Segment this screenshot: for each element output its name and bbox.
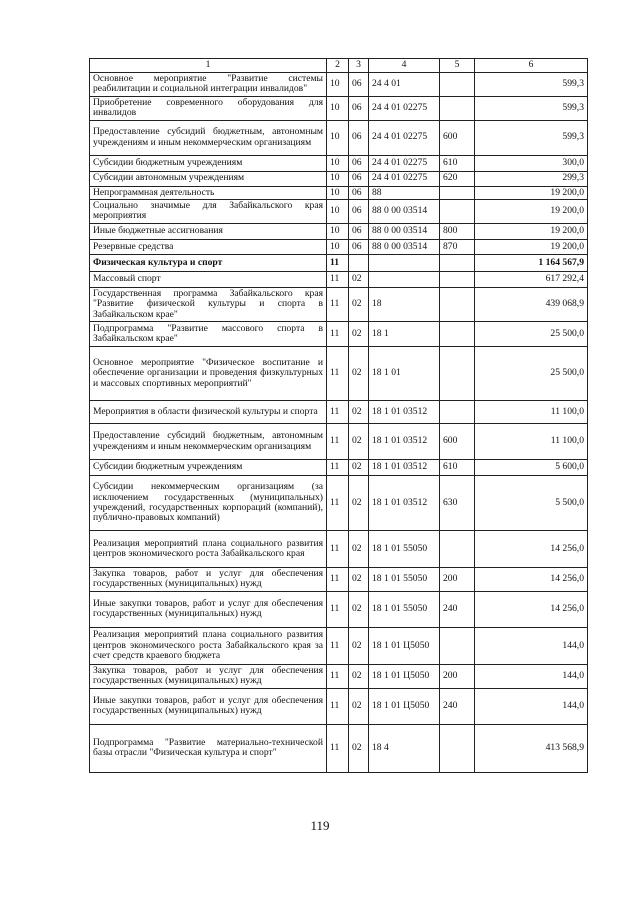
target-article-cell: 24 4 01 02275 (369, 96, 440, 120)
table-header-row (90, 59, 588, 73)
row-name-cell: Подпрограмма "Развитие материально-технической базы отрасли "Физическая культура и спорт" (90, 724, 327, 772)
table-row (90, 664, 588, 688)
subsection-code-cell: 02 (349, 401, 369, 424)
row-name-cell: Подпрограмма "Развитие массового спорта в Забайкальском крае" (90, 322, 327, 347)
subsection-code-cell: 06 (349, 73, 369, 97)
row-name-cell: Закупка товаров, работ и услуг для обеспечения государственных (муниципальных) нужд (90, 568, 327, 592)
header-cell: 1 (90, 59, 327, 73)
target-article-cell: 88 0 00 03514 (369, 223, 440, 239)
section-code-cell: 10 (327, 73, 349, 97)
amount-cell: 599,3 (475, 96, 588, 120)
expense-type-cell (440, 96, 475, 120)
subsection-code-cell: 02 (349, 347, 369, 401)
section-code-cell: 11 (327, 287, 349, 321)
expense-type-cell (440, 73, 475, 97)
expense-type-cell: 240 (440, 688, 475, 724)
expense-type-cell (440, 322, 475, 347)
table-row (90, 223, 588, 239)
row-name-cell: Физическая культура и спорт (90, 254, 327, 271)
table-row (90, 724, 588, 772)
target-article-cell: 18 1 01 (369, 347, 440, 401)
row-name-cell: Мероприятия в области физической культуры и спорта (90, 401, 327, 424)
subsection-code-cell: 02 (349, 568, 369, 592)
expense-type-cell (440, 254, 475, 271)
expense-type-cell: 600 (440, 424, 475, 460)
section-code-cell: 11 (327, 591, 349, 627)
amount-cell: 5 600,0 (475, 460, 588, 476)
expense-type-cell (440, 627, 475, 664)
amount-cell: 617 292,4 (475, 271, 588, 287)
row-name-cell: Социально значимые для Забайкальского края мероприятия (90, 200, 327, 224)
row-name-cell: Субсидии бюджетным учреждениям (90, 155, 327, 171)
expense-type-cell: 870 (440, 239, 475, 254)
subsection-code-cell: 02 (349, 724, 369, 772)
expense-type-cell (440, 200, 475, 224)
row-name-cell: Реализация мероприятий плана социального развития центров экономического роста Забайкальского края за счет средств краевого бюджета (90, 627, 327, 664)
section-code-cell: 11 (327, 254, 349, 271)
section-code-cell: 10 (327, 96, 349, 120)
page-number: 119 (310, 818, 330, 833)
row-name-cell: Государственная программа Забайкальского края "Развитие физической культуры и спорта в Забайкальском крае" (90, 287, 327, 321)
amount-cell: 1 164 567,9 (475, 254, 588, 271)
section-code-cell: 10 (327, 171, 349, 186)
amount-cell: 19 200,0 (475, 200, 588, 224)
table-row (90, 568, 588, 592)
row-name-cell: Субсидии некоммерческим организациям (за исключением государственных (муниципальных) учреждений, государственных корпораций (компаний), публично-правовых компаний) (90, 476, 327, 531)
section-code-cell: 11 (327, 322, 349, 347)
target-article-cell: 18 (369, 287, 440, 321)
amount-cell: 25 500,0 (475, 322, 588, 347)
target-article-cell: 18 1 01 Ц5050 (369, 627, 440, 664)
amount-cell: 299,3 (475, 171, 588, 186)
row-name-cell: Иные закупки товаров, работ и услуг для обеспечения государственных (муниципальных) нужд (90, 688, 327, 724)
subsection-code-cell: 02 (349, 287, 369, 321)
section-code-cell: 11 (327, 401, 349, 424)
amount-cell: 11 100,0 (475, 424, 588, 460)
target-article-cell: 18 1 01 Ц5050 (369, 688, 440, 724)
table-row (90, 120, 588, 155)
table-row (90, 401, 588, 424)
amount-cell: 599,3 (475, 73, 588, 97)
header-cell: 5 (440, 59, 475, 73)
target-article-cell: 24 4 01 02275 (369, 155, 440, 171)
table-row (90, 627, 588, 664)
amount-cell: 19 200,0 (475, 186, 588, 199)
target-article-cell (369, 271, 440, 287)
expense-type-cell: 200 (440, 664, 475, 688)
table-row (90, 96, 588, 120)
amount-cell: 144,0 (475, 664, 588, 688)
subsection-code-cell: 06 (349, 171, 369, 186)
expense-type-cell: 800 (440, 223, 475, 239)
amount-cell: 14 256,0 (475, 591, 588, 627)
amount-cell: 19 200,0 (475, 223, 588, 239)
subsection-code-cell: 06 (349, 96, 369, 120)
section-code-cell: 10 (327, 239, 349, 254)
target-article-cell: 18 1 (369, 322, 440, 347)
target-article-cell: 18 1 01 03512 (369, 401, 440, 424)
budget-table (89, 58, 588, 773)
section-code-cell: 11 (327, 460, 349, 476)
section-code-cell: 11 (327, 688, 349, 724)
expense-type-cell: 620 (440, 171, 475, 186)
row-name-cell: Предоставление субсидий бюджетным, автономным учреждениям и иным некоммерческим организациям (90, 120, 327, 155)
amount-cell: 11 100,0 (475, 401, 588, 424)
amount-cell: 413 568,9 (475, 724, 588, 772)
table-row (90, 591, 588, 627)
table-row (90, 200, 588, 224)
subsection-code-cell: 02 (349, 322, 369, 347)
subsection-code-cell: 06 (349, 200, 369, 224)
expense-type-cell: 630 (440, 476, 475, 531)
table-row (90, 460, 588, 476)
target-article-cell: 88 0 00 03514 (369, 200, 440, 224)
expense-type-cell: 610 (440, 460, 475, 476)
target-article-cell: 18 1 01 55050 (369, 568, 440, 592)
section-code-cell: 11 (327, 424, 349, 460)
amount-cell: 300,0 (475, 155, 588, 171)
target-article-cell: 24 4 01 02275 (369, 171, 440, 186)
target-article-cell: 88 (369, 186, 440, 199)
row-name-cell: Непрограммная деятельность (90, 186, 327, 199)
table-row (90, 155, 588, 171)
row-name-cell: Основное мероприятие "Развитие системы реабилитации и социальной интеграции инвалидов" (90, 73, 327, 97)
section-code-cell: 10 (327, 120, 349, 155)
subsection-code-cell: 02 (349, 271, 369, 287)
expense-type-cell (440, 724, 475, 772)
expense-type-cell (440, 271, 475, 287)
target-article-cell: 18 1 01 Ц5050 (369, 664, 440, 688)
expense-type-cell: 610 (440, 155, 475, 171)
section-code-cell: 11 (327, 568, 349, 592)
target-article-cell: 18 1 01 03512 (369, 424, 440, 460)
subsection-code-cell: 02 (349, 531, 369, 568)
target-article-cell: 24 4 01 (369, 73, 440, 97)
target-article-cell: 18 1 01 03512 (369, 460, 440, 476)
amount-cell: 14 256,0 (475, 568, 588, 592)
amount-cell: 5 500,0 (475, 476, 588, 531)
target-article-cell: 24 4 01 02275 (369, 120, 440, 155)
section-code-cell: 11 (327, 664, 349, 688)
amount-cell: 144,0 (475, 627, 588, 664)
row-name-cell: Субсидии бюджетным учреждениям (90, 460, 327, 476)
table-row (90, 531, 588, 568)
subsection-code-cell: 06 (349, 155, 369, 171)
row-name-cell: Иные закупки товаров, работ и услуг для обеспечения государственных (муниципальных) нужд (90, 591, 327, 627)
subsection-code-cell: 02 (349, 664, 369, 688)
section-code-cell: 10 (327, 186, 349, 199)
section-code-cell: 11 (327, 531, 349, 568)
row-name-cell: Резервные средства (90, 239, 327, 254)
subsection-code-cell: 06 (349, 239, 369, 254)
section-code-cell: 11 (327, 627, 349, 664)
section-code-cell: 11 (327, 271, 349, 287)
target-article-cell: 18 1 01 03512 (369, 476, 440, 531)
section-code-cell: 10 (327, 155, 349, 171)
subsection-code-cell: 06 (349, 186, 369, 199)
target-article-cell: 18 1 01 55050 (369, 591, 440, 627)
subsection-code-cell: 06 (349, 223, 369, 239)
amount-cell: 19 200,0 (475, 239, 588, 254)
section-code-cell: 11 (327, 476, 349, 531)
expense-type-cell: 600 (440, 120, 475, 155)
table-row (90, 424, 588, 460)
subsection-code-cell: 02 (349, 688, 369, 724)
section-code-cell: 10 (327, 223, 349, 239)
expense-type-cell: 240 (440, 591, 475, 627)
target-article-cell: 88 0 00 03514 (369, 239, 440, 254)
target-article-cell (369, 254, 440, 271)
subsection-code-cell: 06 (349, 120, 369, 155)
header-cell: 4 (369, 59, 440, 73)
row-name-cell: Предоставление субсидий бюджетным, автономным учреждениям и иным некоммерческим организациям (90, 424, 327, 460)
row-name-cell: Массовый спорт (90, 271, 327, 287)
table-row (90, 73, 588, 97)
table-row (90, 347, 588, 401)
expense-type-cell (440, 531, 475, 568)
row-name-cell: Приобретение современного оборудования для инвалидов (90, 96, 327, 120)
subsection-code-cell: 02 (349, 627, 369, 664)
row-name-cell: Закупка товаров, работ и услуг для обеспечения государственных (муниципальных) нужд (90, 664, 327, 688)
amount-cell: 599,3 (475, 120, 588, 155)
target-article-cell: 18 1 01 55050 (369, 531, 440, 568)
table-row (90, 287, 588, 321)
table-row (90, 186, 588, 199)
target-article-cell: 18 4 (369, 724, 440, 772)
subsection-code-cell: 02 (349, 591, 369, 627)
table-row (90, 688, 588, 724)
row-name-cell: Субсидии автономным учреждениям (90, 171, 327, 186)
subsection-code-cell: 02 (349, 476, 369, 531)
table-row (90, 271, 588, 287)
table-row (90, 254, 588, 271)
expense-type-cell: 200 (440, 568, 475, 592)
subsection-code-cell: 02 (349, 424, 369, 460)
expense-type-cell (440, 287, 475, 321)
table-row (90, 322, 588, 347)
section-code-cell: 10 (327, 200, 349, 224)
table-row (90, 476, 588, 531)
subsection-code-cell (349, 254, 369, 271)
section-code-cell: 11 (327, 347, 349, 401)
row-name-cell: Основное мероприятие "Физическое воспитание и обеспечение организации и проведения физкультурных и массовых спортивных мероприятий" (90, 347, 327, 401)
header-cell: 6 (475, 59, 588, 73)
amount-cell: 14 256,0 (475, 531, 588, 568)
row-name-cell: Реализация мероприятий плана социального развития центров экономического роста Забайкальского края (90, 531, 327, 568)
table-row (90, 171, 588, 186)
amount-cell: 439 068,9 (475, 287, 588, 321)
expense-type-cell (440, 347, 475, 401)
amount-cell: 144,0 (475, 688, 588, 724)
row-name-cell: Иные бюджетные ассигнования (90, 223, 327, 239)
header-cell: 2 (327, 59, 349, 73)
expense-type-cell (440, 401, 475, 424)
expense-type-cell (440, 186, 475, 199)
amount-cell: 25 500,0 (475, 347, 588, 401)
table-row (90, 239, 588, 254)
section-code-cell: 11 (327, 724, 349, 772)
header-cell: 3 (349, 59, 369, 73)
subsection-code-cell: 02 (349, 460, 369, 476)
